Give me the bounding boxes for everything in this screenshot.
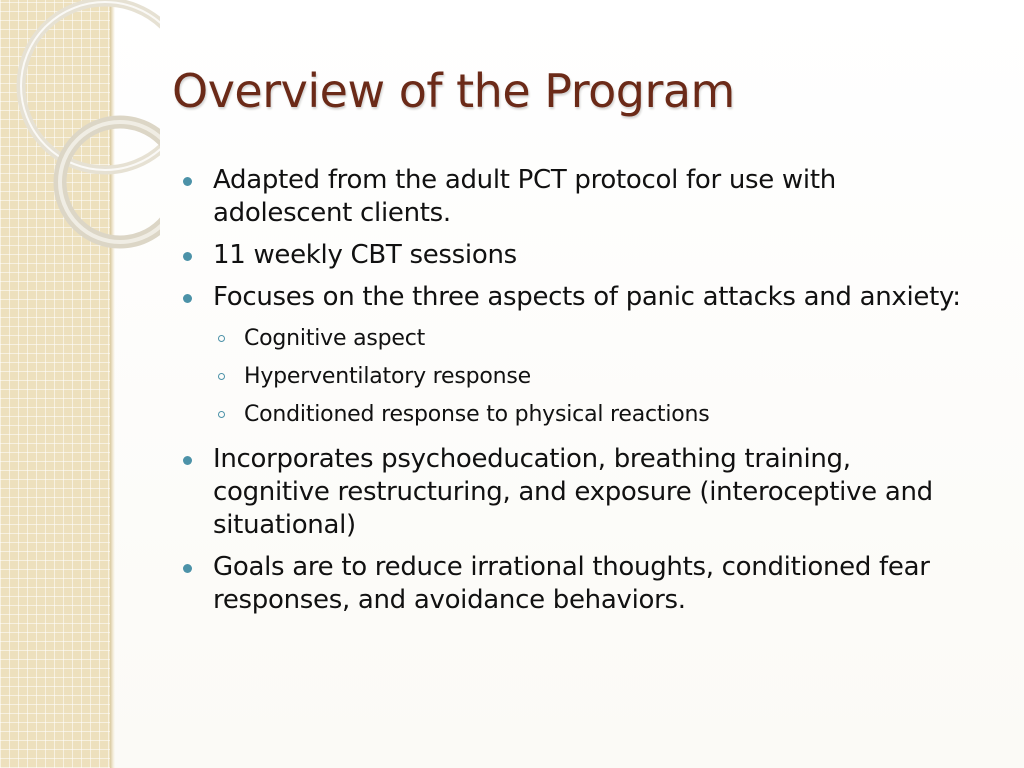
bullet-list bbox=[183, 164, 973, 617]
bullet-item bbox=[183, 239, 973, 272]
bullet-dot-icon bbox=[183, 456, 192, 465]
sub-bullet-item bbox=[213, 320, 973, 358]
bullet-text: Focuses on the three aspects of panic attacks and anxiety: bbox=[213, 282, 961, 312]
bullet-text: Goals are to reduce irrational thoughts, conditioned fear responses, and avoidance behaviors. bbox=[213, 552, 930, 615]
sub-bullet-list bbox=[213, 320, 973, 434]
slide-title: Overview of the Program bbox=[172, 64, 735, 118]
bullet-item bbox=[183, 551, 973, 617]
bullet-dot-icon bbox=[183, 294, 192, 303]
decorative-side-strip bbox=[0, 0, 110, 768]
sub-bullet-circle-icon bbox=[218, 373, 225, 380]
bullet-item bbox=[183, 443, 973, 542]
sub-bullet-item bbox=[213, 358, 973, 396]
side-strip-edge bbox=[110, 0, 115, 768]
slide-body bbox=[183, 164, 973, 626]
sub-bullet-circle-icon bbox=[218, 411, 225, 418]
bullet-text: Incorporates psychoeducation, breathing training, cognitive restructuring, and exposure (interoceptive and situational) bbox=[213, 444, 933, 540]
sub-bullet-text: Conditioned response to physical reactions bbox=[244, 402, 710, 427]
bullet-dot-icon bbox=[183, 177, 192, 186]
sub-bullet-item bbox=[213, 396, 973, 434]
bullet-item bbox=[183, 164, 973, 230]
bullet-dot-icon bbox=[183, 564, 192, 573]
sub-bullet-text: Cognitive aspect bbox=[244, 326, 426, 351]
bullet-text: Adapted from the adult PCT protocol for use with adolescent clients. bbox=[213, 165, 836, 228]
sub-bullet-text: Hyperventilatory response bbox=[244, 364, 532, 389]
sub-bullet-circle-icon bbox=[218, 335, 225, 342]
bullet-text: 11 weekly CBT sessions bbox=[213, 240, 517, 270]
bullet-item bbox=[183, 281, 973, 434]
bullet-dot-icon bbox=[183, 252, 192, 261]
